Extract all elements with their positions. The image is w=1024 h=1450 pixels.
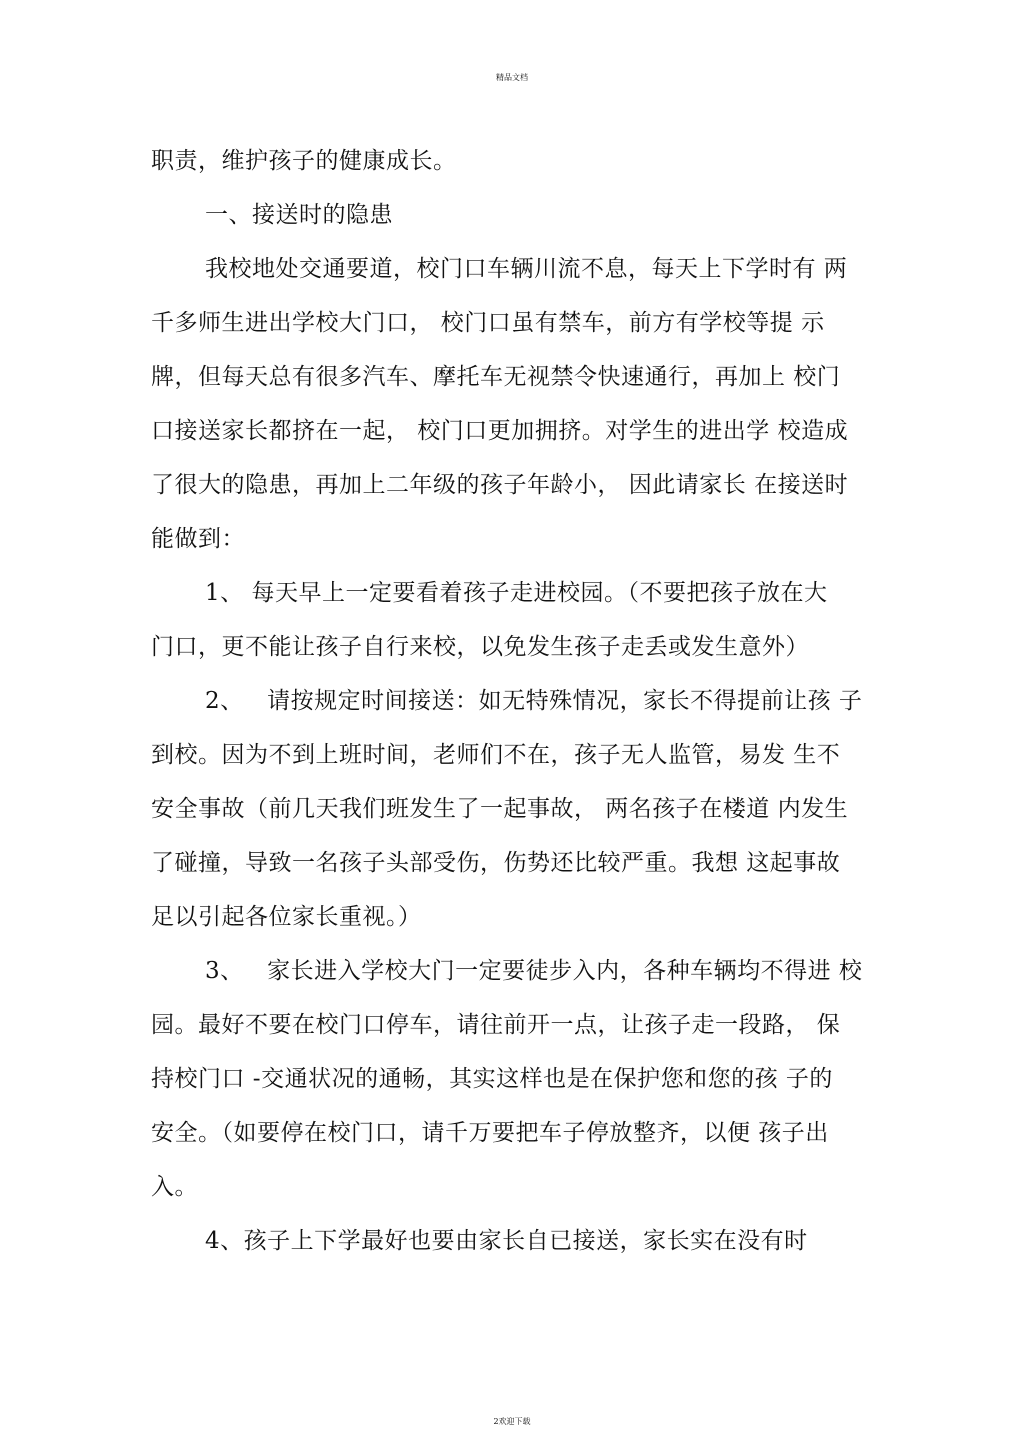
body-line: 了很大的隐患，再加上二年级的孩子年龄小， 因此请家长 在接送时 <box>151 472 849 498</box>
body-line: 职责，维护孩子的健康成长。 <box>151 148 457 174</box>
body-line: 口接送家长都挤在一起， 校门口更加拥挤。对学生的进出学 校造成 <box>151 418 849 444</box>
body-line: 到校。因为不到上班时间，老师们不在，孩子无人监管，易发 生不 <box>151 742 841 768</box>
body-line: 持校门口 -交通状况的通畅，其实这样也是在保护您和您的孩 子的 <box>151 1066 833 1092</box>
list-item-line: 4、孩子上下学最好也要由家长自已接送，家长实在没有时 <box>205 1228 808 1254</box>
body-line: 了碰撞，导致一名孩子头部受伤，伤势还比较严重。我想 这起事故 <box>151 850 841 876</box>
body-line: 能做到： <box>151 526 245 552</box>
body-line: 入。 <box>151 1174 198 1200</box>
body-line: 足以引起各位家长重视。） <box>151 904 422 930</box>
body-line: 门口，更不能让孩子自行来校，以免发生孩子走丢或发生意外） <box>151 634 809 660</box>
body-line: 我校地处交通要道，校门口车辆川流不息，每天上下学时有 两 <box>205 256 848 282</box>
section-heading: 一、接送时的隐患 <box>205 202 393 228</box>
list-item-line: 2、 请按规定时间接送：如无特殊情况，家长不得提前让孩 子 <box>205 688 863 714</box>
page-header: 精品文档 <box>496 73 528 82</box>
body-line: 牌，但每天总有很多汽车、摩托车无视禁令快速通行，再加上 校门 <box>151 364 841 390</box>
list-item-line: 3、 家长进入学校大门一定要徒步入内，各种车辆均不得进 校 <box>205 958 863 984</box>
list-item-line: 1、 每天早上一定要看着孩子走进校园。（不要把孩子放在大 <box>205 580 828 606</box>
body-line: 安全。（如要停在校门口，请千万要把车子停放整齐，以便 孩子出 <box>151 1120 829 1146</box>
body-line: 千多师生进出学校大门口， 校门口虽有禁车，前方有学校等提 示 <box>151 310 825 336</box>
page-footer: 2欢迎下载 <box>493 1417 531 1426</box>
body-line: 园。最好不要在校门口停车，请往前开一点，让孩子走一段路， 保 <box>151 1012 841 1038</box>
body-line: 安全事故（前几天我们班发生了一起事故， 两名孩子在楼道 内发生 <box>151 796 849 822</box>
